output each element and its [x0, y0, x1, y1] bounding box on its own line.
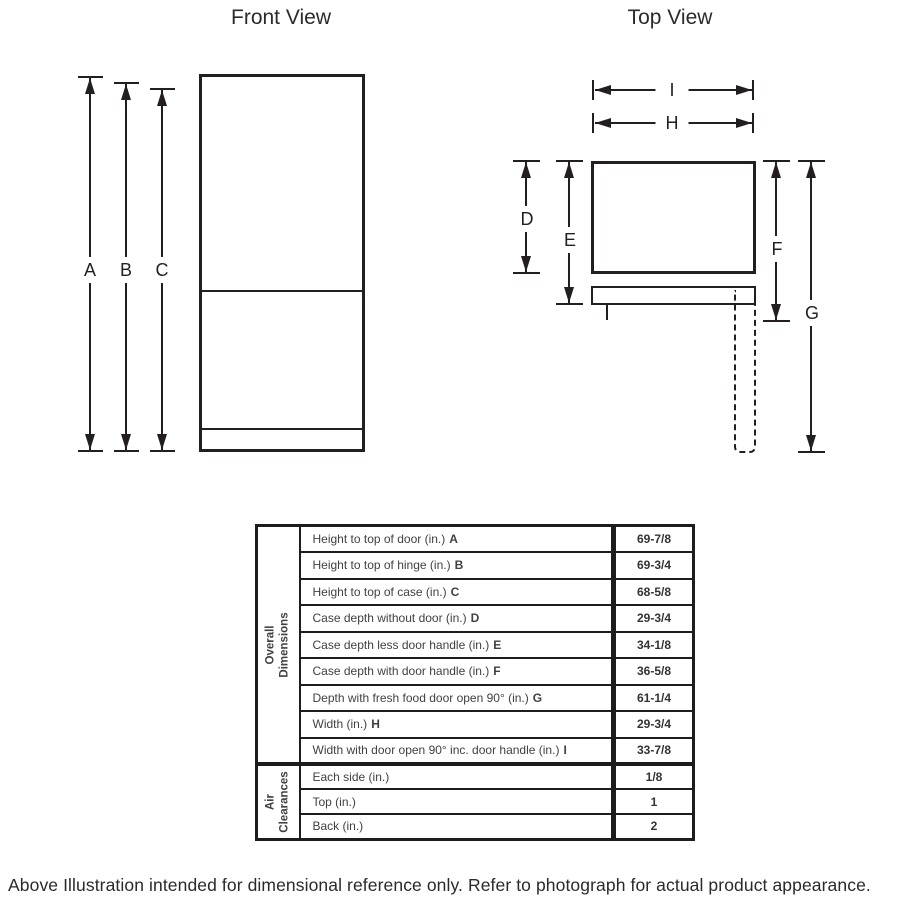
dim-c-arrowhead-down-icon	[157, 434, 167, 450]
dim-b-bottom-tick	[114, 450, 139, 452]
row-value: 34-1/8	[614, 632, 694, 659]
front-view-title: Front View	[231, 6, 331, 29]
dim-d-bottom-tick	[513, 272, 540, 274]
section-header-overall-dimensions	[257, 526, 300, 765]
dim-a-label: A	[80, 257, 100, 283]
section-header-air-clearances	[257, 764, 300, 839]
row-label: Case depth without door (in.) D	[300, 605, 614, 632]
dim-h-arrowhead-left-icon	[595, 118, 611, 128]
row-label: Width with door open 90° inc. door handle (in.) I	[300, 738, 614, 765]
dim-a-arrowhead-up-icon	[85, 78, 95, 94]
row-label: Back (in.)	[300, 814, 614, 839]
row-value: 36-5/8	[614, 658, 694, 685]
table-row	[257, 711, 694, 738]
dim-i-right-tick	[752, 80, 754, 100]
table-row	[257, 789, 694, 814]
table-row	[257, 658, 694, 685]
dim-e-label: E	[560, 227, 580, 253]
section-header-label: Air Clearances	[264, 771, 292, 833]
dim-a-bottom-tick	[78, 450, 103, 452]
row-label: Each side (in.)	[300, 764, 614, 789]
row-value: 68-5/8	[614, 579, 694, 606]
row-value: 1	[614, 789, 694, 814]
table-row	[257, 764, 694, 789]
row-label: Width (in.) H	[300, 711, 614, 738]
row-value: 1/8	[614, 764, 694, 789]
door-open-dashed-outline	[734, 290, 756, 453]
row-label: Case depth less door handle (in.) E	[300, 632, 614, 659]
dim-b-arrowhead-up-icon	[121, 84, 131, 100]
dim-g-label: G	[801, 300, 823, 326]
row-value: 29-3/4	[614, 711, 694, 738]
table-row	[257, 738, 694, 765]
section-header-label: Overall Dimensions	[264, 611, 292, 678]
dim-i-arrowhead-left-icon	[595, 85, 611, 95]
dim-b-arrowhead-down-icon	[121, 434, 131, 450]
dim-g-arrowhead-down-icon	[806, 435, 816, 451]
row-value: 69-7/8	[614, 526, 694, 553]
dim-c-label: C	[152, 257, 173, 283]
dim-h-arrowhead-right-icon	[736, 118, 752, 128]
dim-e-bottom-tick	[556, 303, 583, 305]
row-value: 61-1/4	[614, 685, 694, 712]
dim-h-left-tick	[592, 113, 594, 133]
row-label: Case depth with door handle (in.) F	[300, 658, 614, 685]
dim-i-label: I	[655, 77, 688, 103]
dim-c-bottom-tick	[150, 450, 175, 452]
dim-d-arrowhead-down-icon	[521, 256, 531, 272]
row-value: 69-3/4	[614, 552, 694, 579]
row-value: 2	[614, 814, 694, 839]
row-label: Top (in.)	[300, 789, 614, 814]
dim-a-arrowhead-down-icon	[85, 434, 95, 450]
dim-d-label: D	[517, 206, 538, 232]
row-value: 33-7/8	[614, 738, 694, 765]
dim-e-arrowhead-down-icon	[564, 287, 574, 303]
table-row	[257, 526, 694, 553]
fridge-top-door-outline	[591, 286, 756, 305]
dim-h-right-tick	[752, 113, 754, 133]
fridge-top-case-outline	[591, 161, 756, 274]
fridge-kickplate-line	[202, 428, 362, 430]
dim-i-left-tick	[592, 80, 594, 100]
dim-f-label: F	[768, 236, 787, 262]
dimensions-table	[255, 524, 695, 841]
table-row	[257, 579, 694, 606]
fridge-door-divider-line	[202, 290, 362, 292]
table-row	[257, 814, 694, 839]
dim-f-bottom-tick	[763, 320, 790, 322]
footer-disclaimer: Above Illustration intended for dimensional reference only. Refer to photograph for actual product appearance.	[8, 875, 871, 895]
dim-g-bottom-tick	[798, 451, 825, 453]
table-row	[257, 632, 694, 659]
dim-b-label: B	[116, 257, 136, 283]
row-label: Height to top of case (in.) C	[300, 579, 614, 606]
table-row	[257, 605, 694, 632]
fridge-front-outline	[199, 74, 365, 452]
top-view-title: Top View	[627, 6, 713, 29]
dim-h-label: H	[656, 110, 689, 136]
row-label: Height to top of hinge (in.) B	[300, 552, 614, 579]
table-row	[257, 552, 694, 579]
dim-i-arrowhead-right-icon	[736, 85, 752, 95]
dim-c-arrowhead-up-icon	[157, 90, 167, 106]
row-label: Depth with fresh food door open 90° (in.) G	[300, 685, 614, 712]
door-handle-mark	[606, 303, 608, 320]
table-row	[257, 685, 694, 712]
row-value: 29-3/4	[614, 605, 694, 632]
row-label: Height to top of door (in.) A	[300, 526, 614, 553]
dim-f-arrowhead-down-icon	[771, 304, 781, 320]
